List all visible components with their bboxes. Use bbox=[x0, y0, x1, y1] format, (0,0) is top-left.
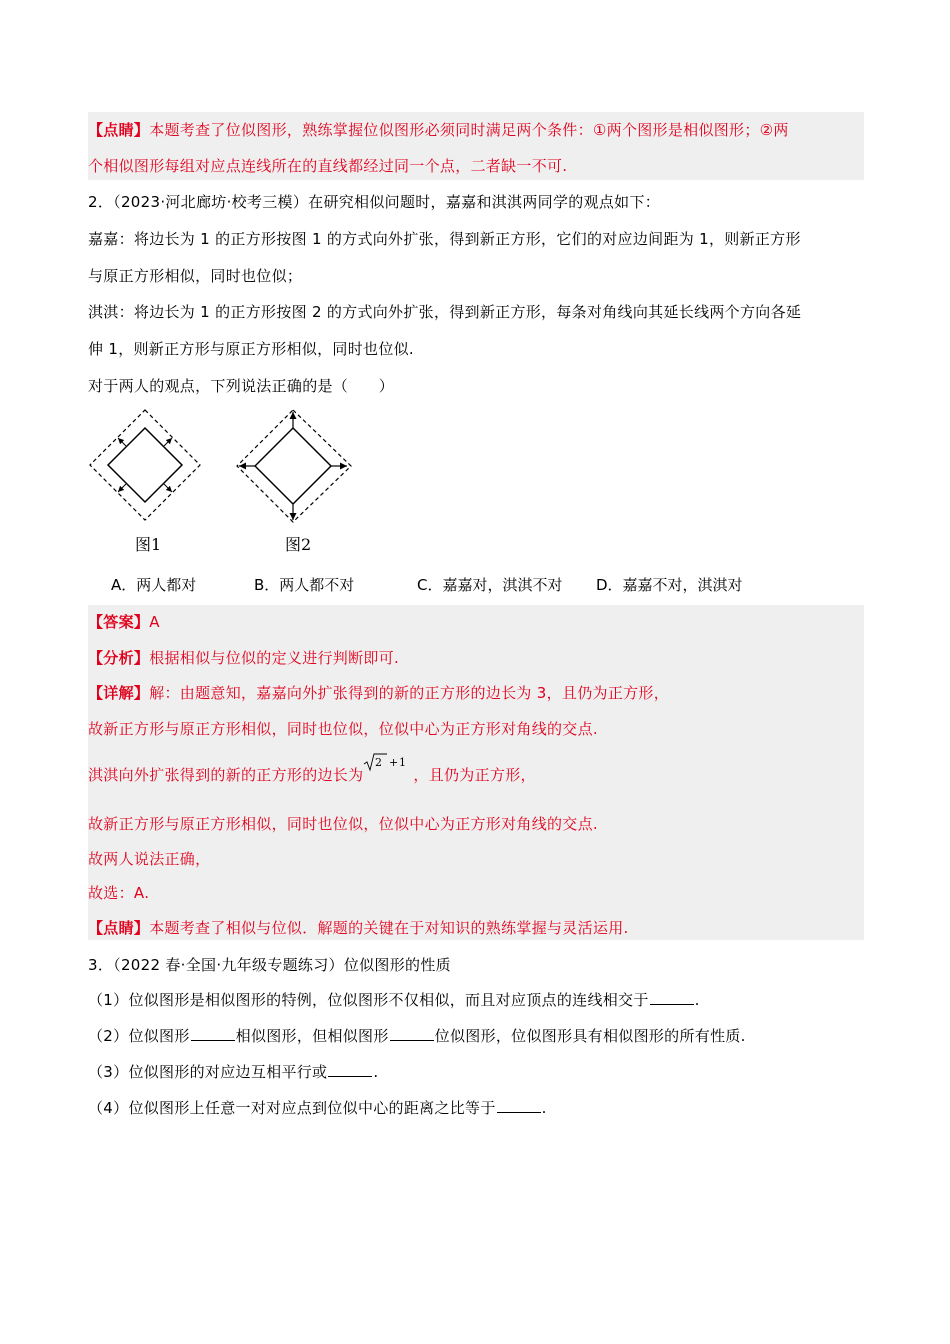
figure-1-label: 图1 bbox=[135, 535, 162, 554]
svg-text:2: 2 bbox=[375, 756, 383, 769]
q2-qiqi-line-2: 伸 1，则新正方形与原正方形相似，同时也位似. bbox=[88, 340, 414, 358]
q2-jiajia-line-1: 嘉嘉：将边长为 1 的正方形按图 1 的方式向外扩张，得到新正方形，它们的对应边间距为 1，则新正方形 bbox=[88, 230, 801, 248]
detail-line-6: 故选：A. bbox=[88, 884, 150, 902]
q3-part-3 bbox=[88, 1062, 378, 1082]
detail-text-1: 解：由题意知，嘉嘉向外扩张得到的新的正方形的边长为 3，且仍为正方形， bbox=[149, 684, 670, 702]
answer-blank-3[interactable] bbox=[390, 1026, 434, 1041]
answer-blank-4[interactable] bbox=[328, 1062, 372, 1077]
figure-1 bbox=[88, 408, 203, 528]
q3-part-4 bbox=[88, 1098, 547, 1118]
option-a[interactable]: A．两人都对 bbox=[111, 576, 197, 594]
option-c[interactable]: C．嘉嘉对，淇淇不对 bbox=[417, 576, 563, 594]
detail-text-3b: ，且仍为正方形， bbox=[413, 766, 536, 784]
point-text: 本题考查了相似与位似．解题的关键在于对知识的熟练掌握与灵活运用. bbox=[149, 919, 629, 937]
analysis-text: 根据相似与位似的定义进行判断即可. bbox=[149, 649, 400, 667]
detail-text-3a: 淇淇向外扩张得到的新的正方形的边长为 bbox=[88, 766, 364, 784]
q3-part-2 bbox=[88, 1026, 746, 1046]
q3-part-1 bbox=[88, 990, 700, 1010]
q3-part-1-end: . bbox=[694, 991, 700, 1009]
q2-qiqi-line-1: 淇淇：将边长为 1 的正方形按图 2 的方式向外扩张，得到新正方形，每条对角线向其延长线两个方向各延 bbox=[88, 303, 802, 321]
note-text-1: 本题考查了位似图形，熟练掌握位似图形必须同时满足两个条件：①两个图形是相似图形；②两 bbox=[149, 121, 789, 139]
detail-tag: 【详解】 bbox=[88, 684, 150, 702]
q2-header: 2．（2023·河北廊坊·校考三模）在研究相似问题时，嘉嘉和淇淇两同学的观点如下： bbox=[88, 193, 661, 211]
point-tag: 【点睛】 bbox=[88, 919, 150, 937]
svg-text:1: 1 bbox=[399, 756, 407, 769]
q3-part-2-text-a: （2）位似图形 bbox=[88, 1027, 190, 1045]
detail-line-1 bbox=[88, 683, 669, 703]
analysis-tag: 【分析】 bbox=[88, 649, 150, 667]
q3-part-2-text-b: 相似图形，但相似图形 bbox=[235, 1027, 389, 1045]
answer-blank-5[interactable] bbox=[497, 1098, 541, 1113]
option-d[interactable]: D．嘉嘉不对，淇淇对 bbox=[596, 576, 743, 594]
option-b[interactable]: B．两人都不对 bbox=[254, 576, 355, 594]
q3-part-1-text: （1）位似图形是相似图形的特例，位似图形不仅相似，而且对应顶点的连线相交于 bbox=[88, 991, 649, 1009]
q2-jiajia-line-2: 与原正方形相似，同时也位似； bbox=[88, 267, 303, 285]
svg-text:+: + bbox=[389, 756, 399, 769]
answer-blank-1[interactable] bbox=[650, 990, 694, 1005]
detail-line-2: 故新正方形与原正方形相似，同时也位似，位似中心为正方形对角线的交点. bbox=[88, 720, 598, 738]
figure-2 bbox=[235, 408, 355, 528]
sqrt-expression bbox=[363, 751, 413, 771]
figure-2-label: 图2 bbox=[285, 535, 312, 554]
answer-value: A bbox=[149, 613, 160, 631]
answer-blank-2[interactable] bbox=[191, 1026, 235, 1041]
q3-part-3-end: . bbox=[373, 1063, 379, 1081]
q3-header: 3．（2022 春·全国·九年级专题练习）位似图形的性质 bbox=[88, 956, 451, 974]
note-tag: 【点睛】 bbox=[88, 121, 150, 139]
q3-part-3-text: （3）位似图形的对应边互相平行或 bbox=[88, 1063, 328, 1081]
answer-tag: 【答案】 bbox=[88, 613, 150, 631]
q3-part-4-end: . bbox=[541, 1099, 547, 1117]
analysis-line bbox=[88, 648, 399, 668]
answer-line bbox=[88, 612, 160, 632]
note-line-1 bbox=[88, 120, 789, 140]
q2-question: 对于两人的观点，下列说法正确的是（ ） bbox=[88, 377, 395, 395]
q3-part-4-text: （4）位似图形上任意一对对应点到位似中心的距离之比等于 bbox=[88, 1099, 496, 1117]
point-line bbox=[88, 918, 629, 938]
note-line-2 bbox=[88, 156, 567, 176]
detail-line-5: 故两人说法正确， bbox=[88, 850, 211, 868]
note-text-2: 个相似图形每组对应点连线所在的直线都经过同一个点，二者缺一不可. bbox=[88, 157, 568, 175]
detail-line-3 bbox=[88, 756, 536, 785]
q3-part-2-text-c: 位似图形，位似图形具有相似图形的所有性质. bbox=[434, 1027, 746, 1045]
detail-line-4: 故新正方形与原正方形相似，同时也位似，位似中心为正方形对角线的交点. bbox=[88, 815, 598, 833]
